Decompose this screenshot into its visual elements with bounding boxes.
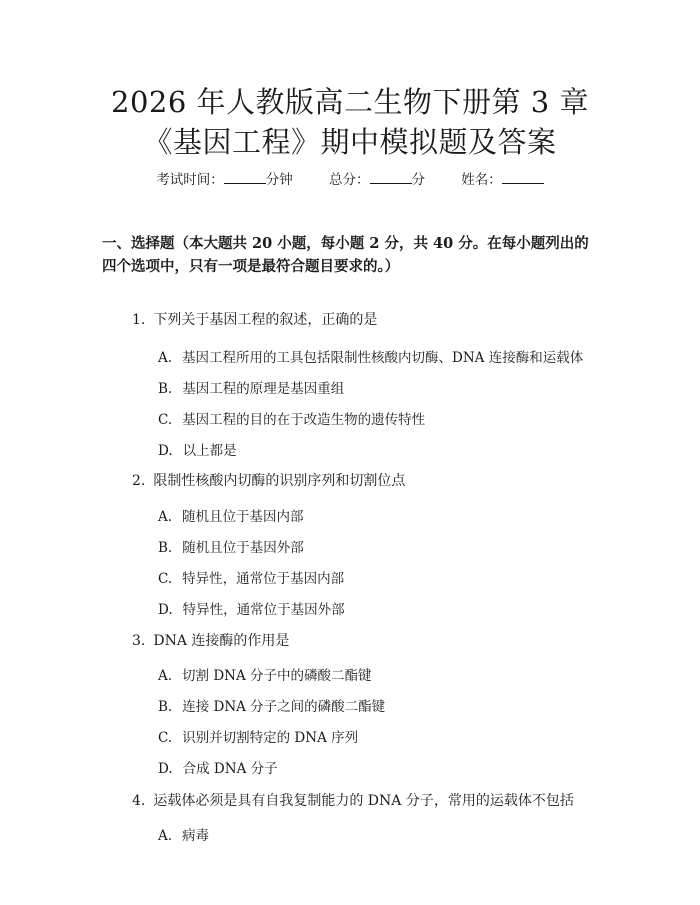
option bbox=[158, 439, 237, 459]
option bbox=[158, 536, 304, 556]
option-text: 以上都是 bbox=[182, 443, 237, 459]
option-letter: D. bbox=[158, 761, 173, 777]
question-number: 3. bbox=[132, 633, 146, 649]
exam-info bbox=[0, 168, 700, 188]
question bbox=[132, 470, 405, 490]
option bbox=[158, 757, 278, 777]
question bbox=[132, 790, 574, 810]
question-text: 运载体必须是具有自我复制能力的 DNA 分子，常用的运载体不包括 bbox=[153, 793, 574, 809]
option-letter: D. bbox=[158, 443, 173, 459]
option-text: 连接 DNA 分子之间的磷酸二酯键 bbox=[182, 699, 386, 715]
option-text: 识别并切割特定的 DNA 序列 bbox=[182, 730, 359, 746]
option-letter: C. bbox=[158, 730, 173, 746]
option-text: 随机且位于基因外部 bbox=[182, 540, 304, 556]
question-number: 2. bbox=[132, 473, 146, 489]
option bbox=[158, 346, 583, 366]
student-name-blank bbox=[502, 171, 544, 184]
exam-time-blank bbox=[224, 171, 266, 184]
option bbox=[158, 695, 385, 715]
option-text: 病毒 bbox=[182, 828, 210, 844]
option-text: 特异性，通常位于基因内部 bbox=[182, 571, 345, 587]
option bbox=[158, 664, 372, 684]
option bbox=[158, 824, 209, 844]
total-score-unit: 分 bbox=[411, 172, 425, 188]
question-text: 限制性核酸内切酶的识别序列和切割位点 bbox=[153, 473, 406, 489]
option-letter: C. bbox=[158, 571, 173, 587]
option-letter: C. bbox=[158, 412, 173, 428]
option-letter: A. bbox=[158, 509, 173, 525]
exam-time-unit: 分钟 bbox=[265, 172, 293, 188]
exam-time bbox=[156, 172, 293, 188]
option-text: 特异性，通常位于基因外部 bbox=[182, 602, 345, 618]
question-text: 下列关于基因工程的叙述，正确的是 bbox=[153, 312, 378, 328]
section-heading: 一、选择题（本大题共 20 小题，每小题 2 分，共 40 分。在每小题列出的四个选项中，只有一项是最符合题目要求的。） bbox=[102, 235, 589, 275]
option-letter: A. bbox=[158, 668, 173, 684]
option bbox=[158, 377, 344, 397]
option-text: 基因工程所用的工具包括限制性核酸内切酶、DNA 连接酶和运载体 bbox=[182, 350, 584, 366]
question bbox=[132, 309, 377, 329]
option-letter: A. bbox=[158, 828, 173, 844]
total-score bbox=[329, 172, 425, 188]
student-name bbox=[461, 172, 544, 188]
total-score-blank bbox=[370, 171, 412, 184]
option-text: 合成 DNA 分子 bbox=[182, 761, 278, 777]
option bbox=[158, 726, 358, 746]
page-title: 2026 年人教版高二生物下册第 3 章《基因工程》期中模拟题及答案 bbox=[111, 85, 589, 159]
total-score-label: 总分： bbox=[329, 172, 370, 188]
option bbox=[158, 567, 344, 587]
option-letter: D. bbox=[158, 602, 173, 618]
option-text: 基因工程的原理是基因重组 bbox=[182, 381, 345, 397]
question-text: DNA 连接酶的作用是 bbox=[153, 633, 290, 649]
option-text: 基因工程的目的在于改造生物的遗传特性 bbox=[182, 412, 426, 428]
question-number: 4. bbox=[132, 793, 146, 809]
option-letter: B. bbox=[158, 381, 173, 397]
option-text: 切割 DNA 分子中的磷酸二酯键 bbox=[182, 668, 372, 684]
option-text: 随机且位于基因内部 bbox=[182, 509, 304, 525]
exam-time-label: 考试时间： bbox=[156, 172, 224, 188]
option bbox=[158, 598, 345, 618]
option bbox=[158, 408, 425, 428]
option bbox=[158, 505, 304, 525]
question-number: 1. bbox=[132, 312, 146, 328]
option-letter: A. bbox=[158, 350, 173, 366]
option-letter: B. bbox=[158, 540, 173, 556]
student-name-label: 姓名： bbox=[461, 172, 502, 188]
option-letter: B. bbox=[158, 699, 173, 715]
question bbox=[132, 630, 289, 650]
